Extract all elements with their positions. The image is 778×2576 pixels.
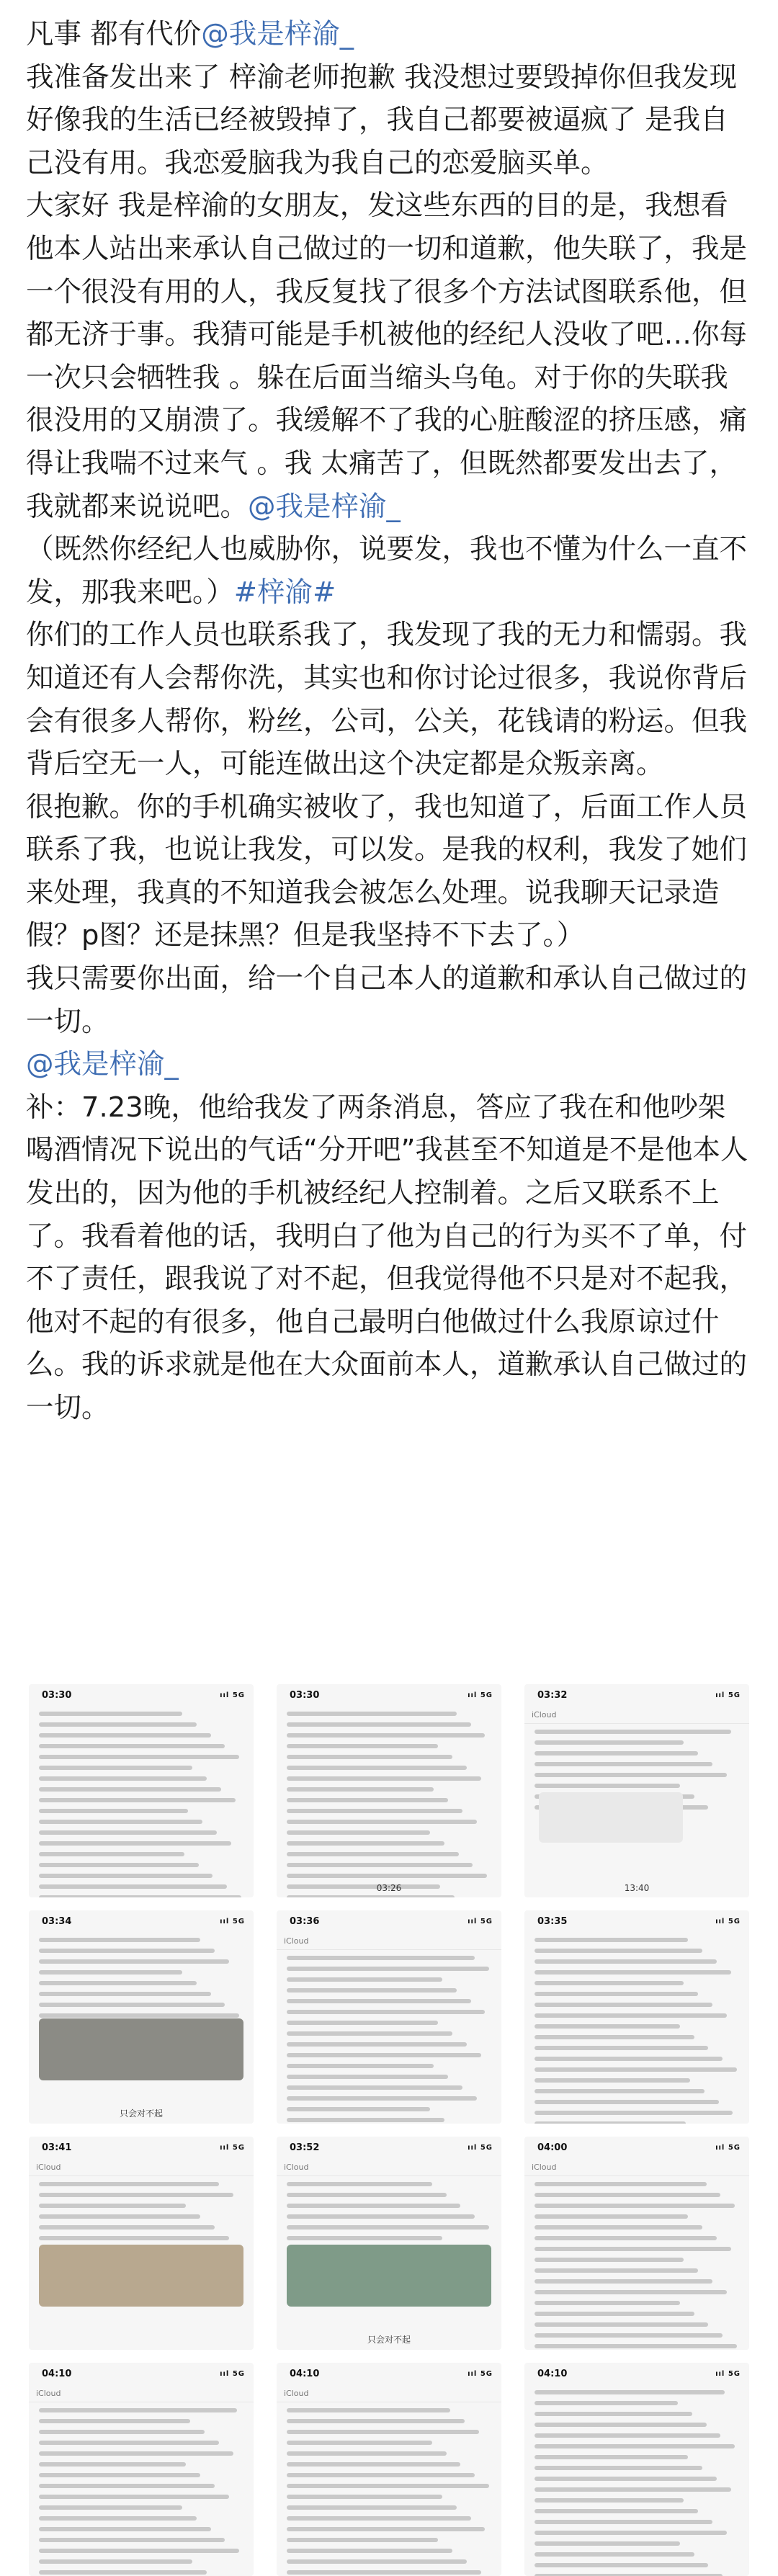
blurred-text-line [535,2563,708,2567]
chat-screenshot-thumbnail[interactable] [277,2363,501,2576]
blurred-text-line [39,2013,239,2018]
screenshot-caption: 03:26 [376,1883,402,1893]
chat-screenshot-thumbnail[interactable] [29,2137,254,2350]
signal-icon: ııl 5G [220,1691,245,1699]
blurred-text-line [287,2053,481,2057]
blurred-text-line [287,1988,457,1993]
blurred-text-line [287,1820,477,1824]
blurred-text-line [39,2473,200,2477]
blurred-text-line [535,2089,705,2093]
blurred-text-line [39,2505,182,2510]
signal-icon: ııl 5G [220,2369,245,2378]
blurred-text-line [535,1784,680,1788]
blurred-text-line [39,2430,205,2434]
blurred-text-line [535,2111,733,2115]
signal-icon: ııl 5G [468,2369,493,2378]
phone-status-bar [524,1684,749,1706]
blurred-text-line [287,1999,471,2003]
notes-nav-bar: iCloud [277,2158,501,2176]
post-text: （既然你经纪人也威胁你，说要发，我也不懂为什么一直不发，那我来吧。） [26,533,748,609]
blurred-text-line [535,2204,735,2208]
blurred-text-line [39,2516,197,2521]
chat-screenshot-thumbnail[interactable] [277,2137,501,2350]
blurred-text-line [535,2552,694,2557]
embedded-photo [39,2018,243,2080]
blurred-text-line [39,1884,227,1889]
blurred-text-line [39,2225,215,2230]
post-paragraph [26,1043,752,1086]
blurred-text-line [287,1967,489,1971]
blurred-text-line [535,2236,717,2240]
blurred-text-line [535,2121,686,2124]
chat-screenshot-thumbnail[interactable] [29,1910,254,2124]
blurred-text-line [535,2078,690,2083]
blurred-text-block [524,1932,749,2124]
blurred-text-line [287,2085,462,2090]
screenshot-caption: 13:40 [624,1883,650,1893]
blurred-text-line [39,1766,192,1770]
blurred-text-line [535,2225,702,2230]
post-paragraph [26,614,752,785]
blurred-text-line [535,1730,731,1734]
blurred-text-line [535,1949,702,1953]
signal-icon: ııl 5G [715,2143,741,2152]
blurred-text-line [287,1874,487,1878]
blurred-text-line [287,2042,467,2047]
phone-status-bar [277,1684,501,1706]
blurred-text-line [287,2021,438,2025]
blurred-text-line [39,1830,217,1835]
blurred-text-block [524,2384,749,2576]
blurred-text-line [287,2505,457,2510]
blurred-text-line [535,2455,688,2459]
blurred-text-line [287,2408,450,2412]
blurred-text-block [29,1932,254,2030]
blurred-text-line [535,2477,717,2481]
embedded-photo [39,2245,243,2307]
blurred-text-line [287,2214,475,2219]
blurred-text-line [39,1798,236,1802]
blurred-text-line [287,1809,462,1813]
post-text: 我准备发出来了 梓渝老师抱歉 我没想过要毁掉你但我发现好像我的生活已经被毁掉了，我自己都要被逼疯了 是我自己没有用。我恋爱脑我为我自己的恋爱脑买单。 [26,61,737,179]
blurred-text-line [287,1766,467,1770]
blurred-text-line [39,2538,225,2542]
signal-icon: ııl 5G [468,2143,493,2152]
blurred-text-line [287,1776,481,1781]
phone-status-bar [29,1910,254,1932]
blurred-text-line [39,2441,219,2445]
blurred-text-line [287,2484,489,2488]
blurred-text-line [287,1787,434,1792]
blurred-text-line [39,2408,237,2412]
blurred-text-line [39,1776,207,1781]
notes-nav-bar: iCloud [524,2158,749,2176]
blurred-text-line [39,2182,219,2186]
blurred-text-line [39,1820,202,1824]
blurred-text-line [287,2075,448,2079]
blurred-text-line [287,2495,442,2499]
screenshot-caption: 只会对不起 [367,2335,411,2345]
blurred-text-line [287,1841,444,1846]
message-bubble [539,1792,683,1843]
blurred-text-line [39,1895,241,1897]
blurred-text-block [29,1706,254,1897]
mention-link[interactable]: @我是梓渝_ [201,18,354,50]
blurred-text-line [287,2010,485,2014]
blurred-text-line [535,2433,720,2438]
post-paragraph [26,957,752,1043]
blurred-text-line [535,1773,727,1777]
blurred-text-line [535,2498,684,2503]
phone-status-bar [524,2137,749,2158]
blurred-text-line [39,2236,229,2240]
blurred-text-line [287,2107,430,2111]
blurred-text-line [287,1830,430,1835]
blurred-text-line [39,1787,221,1792]
blurred-text-line [287,2225,489,2230]
blurred-text-line [287,2419,465,2423]
blurred-text-line [535,1751,698,1756]
blurred-text-line [287,1733,485,1738]
blurred-text-line [535,1970,731,1975]
chat-screenshot-thumbnail[interactable] [277,1684,501,1897]
blurred-text-line [287,1863,473,1867]
post-paragraph [26,13,752,56]
blurred-text-line [287,2118,444,2122]
hashtag-link[interactable]: #梓渝# [233,576,336,609]
blurred-text-line [287,2559,467,2564]
post-text: 很抱歉。你的手机确实被收了，我也知道了，后面工作人员联系了我，也说让我发，可以发。是我的权利，我发了她们来处理，我真的不知道我会被怎么处理。说我聊天记录造假？p图？还是抹黑？但是我坚持不下去了。） [26,790,748,952]
blurred-text-line [39,2484,215,2488]
post-text: 大家好 我是梓渝的女朋友，发这些东西的目的是，我想看他本人站出来承认自己做过的一切和道歉，他失联了，我是一个很没有用的人，我反复找了很多个方法试图联系他，但都无济于事。我猜可能是手机被他的经纪人没收了吧…你每一次只会牺牲我 。躲在后面当缩头乌龟。对于你的失联我很没用的又崩溃了。我缓解不了我的心脏酸涩的挤压感，痛得让我喘不过来气 。我 太痛苦了，但既然都要发出去了，我就都来说说吧。 [26,189,748,523]
signal-icon: ııl 5G [715,1917,741,1926]
chat-screenshot-thumbnail[interactable] [524,1910,749,2124]
notes-nav-bar: iCloud [29,2384,254,2402]
blurred-text-line [287,1798,448,1802]
blurred-text-line [535,2322,708,2327]
signal-icon: ııl 5G [220,2143,245,2152]
screenshot-grid [29,1684,749,2576]
blurred-text-line [535,1938,688,1942]
signal-icon: ııl 5G [715,2369,741,2378]
screenshot-caption: 只会对不起 [119,2108,163,2119]
status-time: 03:30 [290,1689,320,1701]
blurred-text-line [535,1959,717,1964]
chat-screenshot-thumbnail[interactable] [524,2137,749,2350]
blurred-text-line [39,2451,233,2456]
blurred-text-line [39,1970,182,1975]
blurred-text-line [535,1762,712,1766]
blurred-text-line [535,2412,692,2416]
status-time: 03:30 [42,1689,72,1701]
blurred-text-line [39,2204,186,2208]
blurred-text-line [287,2549,452,2553]
blurred-text-line [39,1733,211,1738]
blurred-text-line [39,2419,190,2423]
phone-status-bar [524,2363,749,2384]
notes-nav-bar: iCloud [524,1706,749,1724]
blurred-text-line [535,2390,725,2394]
blurred-text-line [39,1959,229,1964]
blurred-text-line [535,2258,684,2262]
blurred-text-line [39,1949,215,1953]
blurred-text-line [535,2312,694,2316]
blurred-text-line [39,1992,211,1996]
phone-status-bar [524,1910,749,1932]
blurred-text-line [535,2344,737,2348]
post-text: 补：7.23晚，他给我发了两条消息，答应了我在和他吵架喝酒情况下说出的气话“分开吧”我甚至不知道是不是他本人发出的，因为他的手机被经纪人控制着。之后又联系不上了。我看着他的话，我明白了他为自己的行为买不了单，付不了责任，跟我说了对不起，但我觉得他不只是对不起我，他对不起的有很多，他自己最明白他做过什么我原谅过什么。我的诉求就是他在大众面前本人，道歉承认自己做过的一切。 [26,1091,748,1424]
embedded-photo [287,2245,491,2307]
chat-screenshot-thumbnail[interactable] [524,1684,749,1897]
blurred-text-line [535,2067,737,2072]
blurred-text-line [39,2003,225,2007]
status-time: 04:00 [537,2142,568,2153]
blurred-text-line [287,2064,434,2068]
signal-icon: ııl 5G [715,1691,741,1699]
blurred-text-line [535,2531,727,2535]
blurred-text-line [287,2430,479,2434]
blurred-text-line [39,1722,197,1727]
blurred-text-line [287,2236,442,2240]
blurred-text-line [39,1744,225,1748]
status-time: 03:32 [537,1689,568,1701]
blurred-text-line [535,2024,680,2029]
blurred-text-line [287,1722,471,1727]
blurred-text-line [535,2046,708,2050]
blurred-text-line [535,2401,678,2405]
notes-nav-bar: iCloud [277,1932,501,1950]
blurred-text-line [39,2559,192,2564]
blurred-text-line [287,1712,457,1716]
post-text: 你们的工作人员也联系我了，我发现了我的无力和懦弱。我知道还有人会帮你洗，其实也和你讨论过很多，我说你背后会有很多人帮你，粉丝，公司，公关，花钱请的粉运。但我背后空无一人，可能连做出这个决定都是众叛亲离。 [26,619,748,781]
blurred-text-line [535,2520,712,2524]
blurred-text-line [39,1755,239,1759]
blurred-text-line [535,2003,712,2007]
blurred-text-line [39,1938,200,1942]
blurred-text-block [524,2176,749,2350]
blurred-text-line [535,2182,707,2186]
blurred-text-line [535,2290,727,2294]
blurred-text-line [287,2462,460,2467]
phone-status-bar [29,2363,254,2384]
signal-icon: ııl 5G [468,1917,493,1926]
blurred-text-block [277,1950,501,2124]
phone-status-bar [277,2137,501,2158]
blurred-text-line [535,2423,707,2427]
post-paragraph [26,184,752,528]
post-paragraph [26,56,752,185]
blurred-text-line [39,2193,233,2197]
blurred-text-line [535,1981,684,1985]
blurred-text-line [287,1895,455,1897]
blurred-text-line [287,2096,477,2101]
mention-link[interactable]: @我是梓渝_ [26,1048,179,1081]
post-text: 凡事 都有代价 [26,18,202,50]
blurred-text-line [535,2444,735,2448]
status-time: 03:34 [42,1915,72,1927]
blurred-text-block [29,2402,254,2576]
blurred-text-line [39,2549,239,2553]
blurred-text-line [535,2301,680,2305]
blurred-text-line [287,2204,460,2208]
phone-status-bar [29,1684,254,1706]
blurred-text-line [287,1852,459,1856]
blurred-text-line [287,1956,475,1960]
blurred-text-line [287,2538,438,2542]
blurred-text-line [39,2495,229,2499]
blurred-text-line [535,2035,694,2039]
blurred-text-line [287,2527,485,2531]
status-time: 03:35 [537,1915,568,1927]
blurred-text-line [535,2057,723,2061]
post-paragraph [26,528,752,614]
blurred-text-line [39,1841,231,1846]
blurred-text-line [39,1981,197,1985]
post-text: 我只需要你出面，给一个自己本人的道歉和承认自己做过的一切。 [26,962,748,1038]
blurred-text-line [535,2487,731,2492]
chat-screenshot-thumbnail[interactable] [524,2363,749,2576]
blurred-text-line [287,1755,452,1759]
blurred-text-line [535,2247,731,2251]
blurred-text-line [535,2268,698,2273]
blurred-text-block [277,2402,501,2576]
blurred-text-line [535,2541,680,2546]
phone-status-bar [277,1910,501,1932]
blurred-text-line [287,2451,447,2456]
status-time: 04:10 [537,2368,568,2379]
blurred-text-line [287,2441,432,2445]
blurred-text-line [535,2100,719,2104]
phone-status-bar [29,2137,254,2158]
blurred-text-line [535,2466,702,2470]
blurred-text-line [535,2013,727,2018]
blurred-text-line [535,2509,698,2513]
blurred-text-line [39,2527,211,2531]
blurred-text-line [287,2193,447,2197]
notes-nav-bar: iCloud [277,2384,501,2402]
status-time: 03:36 [290,1915,320,1927]
signal-icon: ııl 5G [468,1691,493,1699]
phone-status-bar [277,2363,501,2384]
blurred-text-line [287,1977,442,1982]
chat-screenshot-thumbnail[interactable] [29,1684,254,1897]
blurred-text-line [39,1863,199,1867]
chat-screenshot-thumbnail[interactable] [29,2363,254,2576]
blurred-text-line [287,2182,432,2186]
blurred-text-line [39,1852,184,1856]
mention-link[interactable]: @我是梓渝_ [248,490,401,523]
status-time: 04:10 [290,2368,320,2379]
blurred-text-line [287,2031,452,2036]
status-time: 03:41 [42,2142,72,2153]
post-paragraph [26,1086,752,1430]
blurred-text-line [535,1992,698,1996]
blurred-text-block [277,1706,501,1897]
blurred-text-line [287,2473,475,2477]
blurred-text-line [39,1809,188,1813]
blurred-text-line [535,2279,712,2284]
blurred-text-line [535,2214,688,2219]
blurred-text-line [39,2570,207,2575]
blurred-text-line [287,2570,481,2575]
blurred-text-line [535,1740,684,1745]
status-time: 03:52 [290,2142,320,2153]
blurred-text-line [39,1712,182,1716]
blurred-text-line [535,2333,723,2338]
blurred-text-line [39,1874,213,1878]
blurred-text-line [287,1744,438,1748]
blurred-text-line [287,2516,471,2521]
signal-icon: ııl 5G [220,1917,245,1926]
blurred-text-line [39,2214,200,2219]
chat-screenshot-thumbnail[interactable] [277,1910,501,2124]
post-paragraph [26,786,752,957]
notes-nav-bar: iCloud [29,2158,254,2176]
blurred-text-line [535,2193,720,2197]
blurred-text-line [39,2462,186,2467]
status-time: 04:10 [42,2368,72,2379]
